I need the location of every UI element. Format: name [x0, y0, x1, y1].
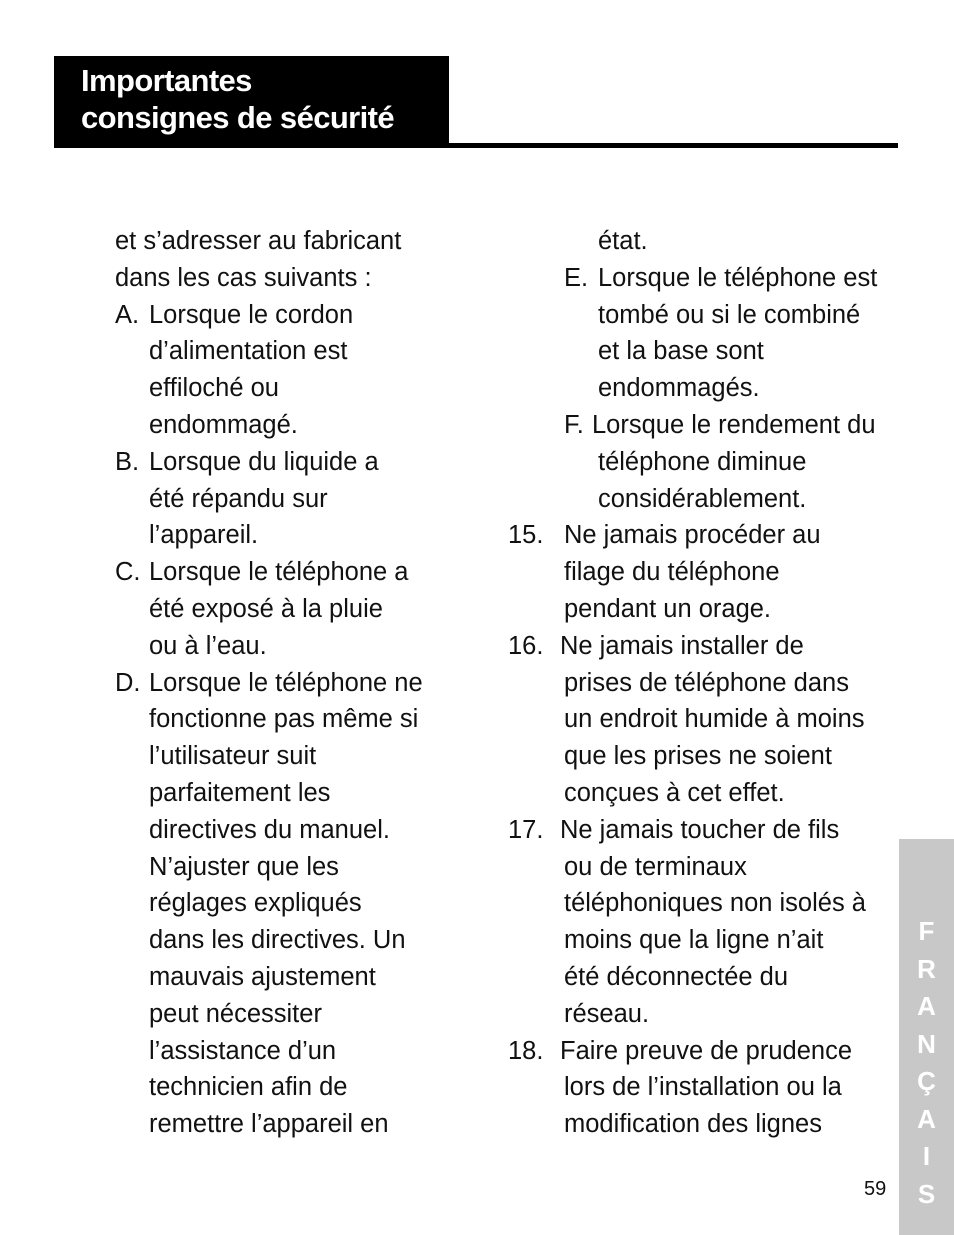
item-line: Ne jamais toucher de fils	[560, 815, 840, 844]
item-marker: F.	[564, 410, 584, 439]
tab-letter: S	[917, 1178, 936, 1209]
item-marker: 16.	[508, 631, 544, 660]
item-line: tombé ou si le combiné	[598, 300, 861, 329]
tab-letter: Ç	[917, 1066, 936, 1096]
item-line: ou à l’eau.	[149, 631, 267, 660]
item-line: endommagés.	[598, 374, 760, 403]
item-line: Lorsque le cordon	[149, 300, 354, 329]
list-item-18	[508, 1033, 908, 1143]
item-line: un endroit humide à moins	[564, 705, 865, 734]
item-marker: 15.	[508, 521, 544, 550]
item-line: parfaitement les	[149, 778, 331, 807]
item-line: Ne jamais installer de	[560, 631, 804, 660]
left-intro	[115, 223, 455, 297]
item-line: ou de terminaux	[564, 852, 747, 881]
list-item-f	[508, 407, 908, 517]
item-line: Lorsque le téléphone ne	[149, 668, 423, 697]
tab-letter: R	[917, 953, 936, 984]
item-line: directives du manuel.	[149, 815, 390, 844]
item-line: d’alimentation est	[149, 337, 348, 366]
section-title-banner	[54, 56, 449, 148]
item-line: téléphoniques non isolés à	[564, 889, 866, 918]
item-marker: E.	[564, 263, 589, 292]
intro-line: dans les cas suivants :	[115, 263, 372, 292]
item-line: l’assistance d’un	[149, 1036, 337, 1065]
item-line: considérablement.	[598, 484, 807, 513]
item-line: mauvais ajustement	[149, 962, 376, 991]
item-line: que les prises ne soient	[564, 742, 832, 771]
item-line: l’appareil.	[149, 521, 259, 550]
item-line: effiloché ou	[149, 374, 279, 403]
item-line: été répandu sur	[149, 484, 328, 513]
list-item-16	[508, 628, 908, 812]
item-line: technicien afin de	[149, 1073, 348, 1102]
tab-letter: N	[917, 1028, 936, 1059]
item-marker: D.	[115, 668, 141, 697]
item-marker: C.	[115, 558, 141, 587]
item-line: pendant un orage.	[564, 594, 772, 623]
item-line: Lorsque du liquide a	[149, 447, 379, 476]
item-line: été déconnectée du	[564, 962, 789, 991]
item-marker: 17.	[508, 815, 544, 844]
item-marker: A.	[115, 300, 140, 329]
item-line: fonctionne pas même si	[149, 705, 419, 734]
list-item-b	[115, 444, 455, 554]
item-line: conçues à cet effet.	[564, 778, 785, 807]
tab-letter: F	[918, 916, 935, 946]
tab-letter: A	[917, 991, 936, 1021]
item-line: modification des lignes	[564, 1110, 822, 1139]
item-line: Lorsque le téléphone est	[598, 263, 878, 292]
item-line: Lorsque le rendement du	[592, 410, 876, 439]
list-item-17	[508, 812, 908, 1033]
item-line: l’utilisateur suit	[149, 742, 317, 771]
intro-line: et s’adresser au fabricant	[115, 227, 402, 255]
list-item-15	[508, 517, 908, 627]
item-line: N’ajuster que les	[149, 852, 339, 881]
list-item-c	[115, 554, 455, 664]
item-line: réglages expliqués	[149, 889, 362, 918]
item-line: Lorsque le téléphone a	[149, 558, 409, 587]
section-title-line-2: consignes de sécurité	[81, 100, 395, 135]
item-line: prises de téléphone dans	[564, 668, 849, 697]
left-column	[115, 223, 455, 1143]
item-line: Ne jamais procéder au	[564, 521, 821, 550]
tab-letter: I	[922, 1141, 931, 1171]
item-line: peut nécessiter	[149, 999, 322, 1028]
language-tab-letters	[899, 913, 954, 1213]
item-line: téléphone diminue	[598, 447, 807, 476]
item-line: endommagé.	[149, 410, 298, 439]
page-number: 59	[864, 1178, 887, 1200]
continuation-line: état.	[598, 227, 648, 255]
right-column	[508, 223, 908, 1143]
item-line: et la base sont	[598, 337, 764, 366]
item-line: dans les directives. Un	[149, 926, 406, 955]
item-marker: B.	[115, 447, 140, 476]
item-line: été exposé à la pluie	[149, 594, 383, 623]
item-line: Faire preuve de prudence	[560, 1036, 853, 1065]
section-title-line-1: Importantes	[81, 63, 252, 98]
header-rule	[54, 143, 898, 148]
item-line: remettre l’appareil en	[149, 1110, 389, 1139]
language-side-tab	[899, 839, 954, 1235]
tab-letter: A	[917, 1103, 936, 1134]
item-line: moins que la ligne n’ait	[564, 926, 824, 955]
list-item-e	[508, 260, 908, 407]
list-item-d	[115, 665, 455, 1143]
item-line: réseau.	[564, 999, 650, 1028]
list-item-a	[115, 297, 455, 444]
item-line: filage du téléphone	[564, 558, 780, 587]
item-marker: 18.	[508, 1036, 544, 1065]
item-line: lors de l’installation ou la	[564, 1073, 842, 1102]
